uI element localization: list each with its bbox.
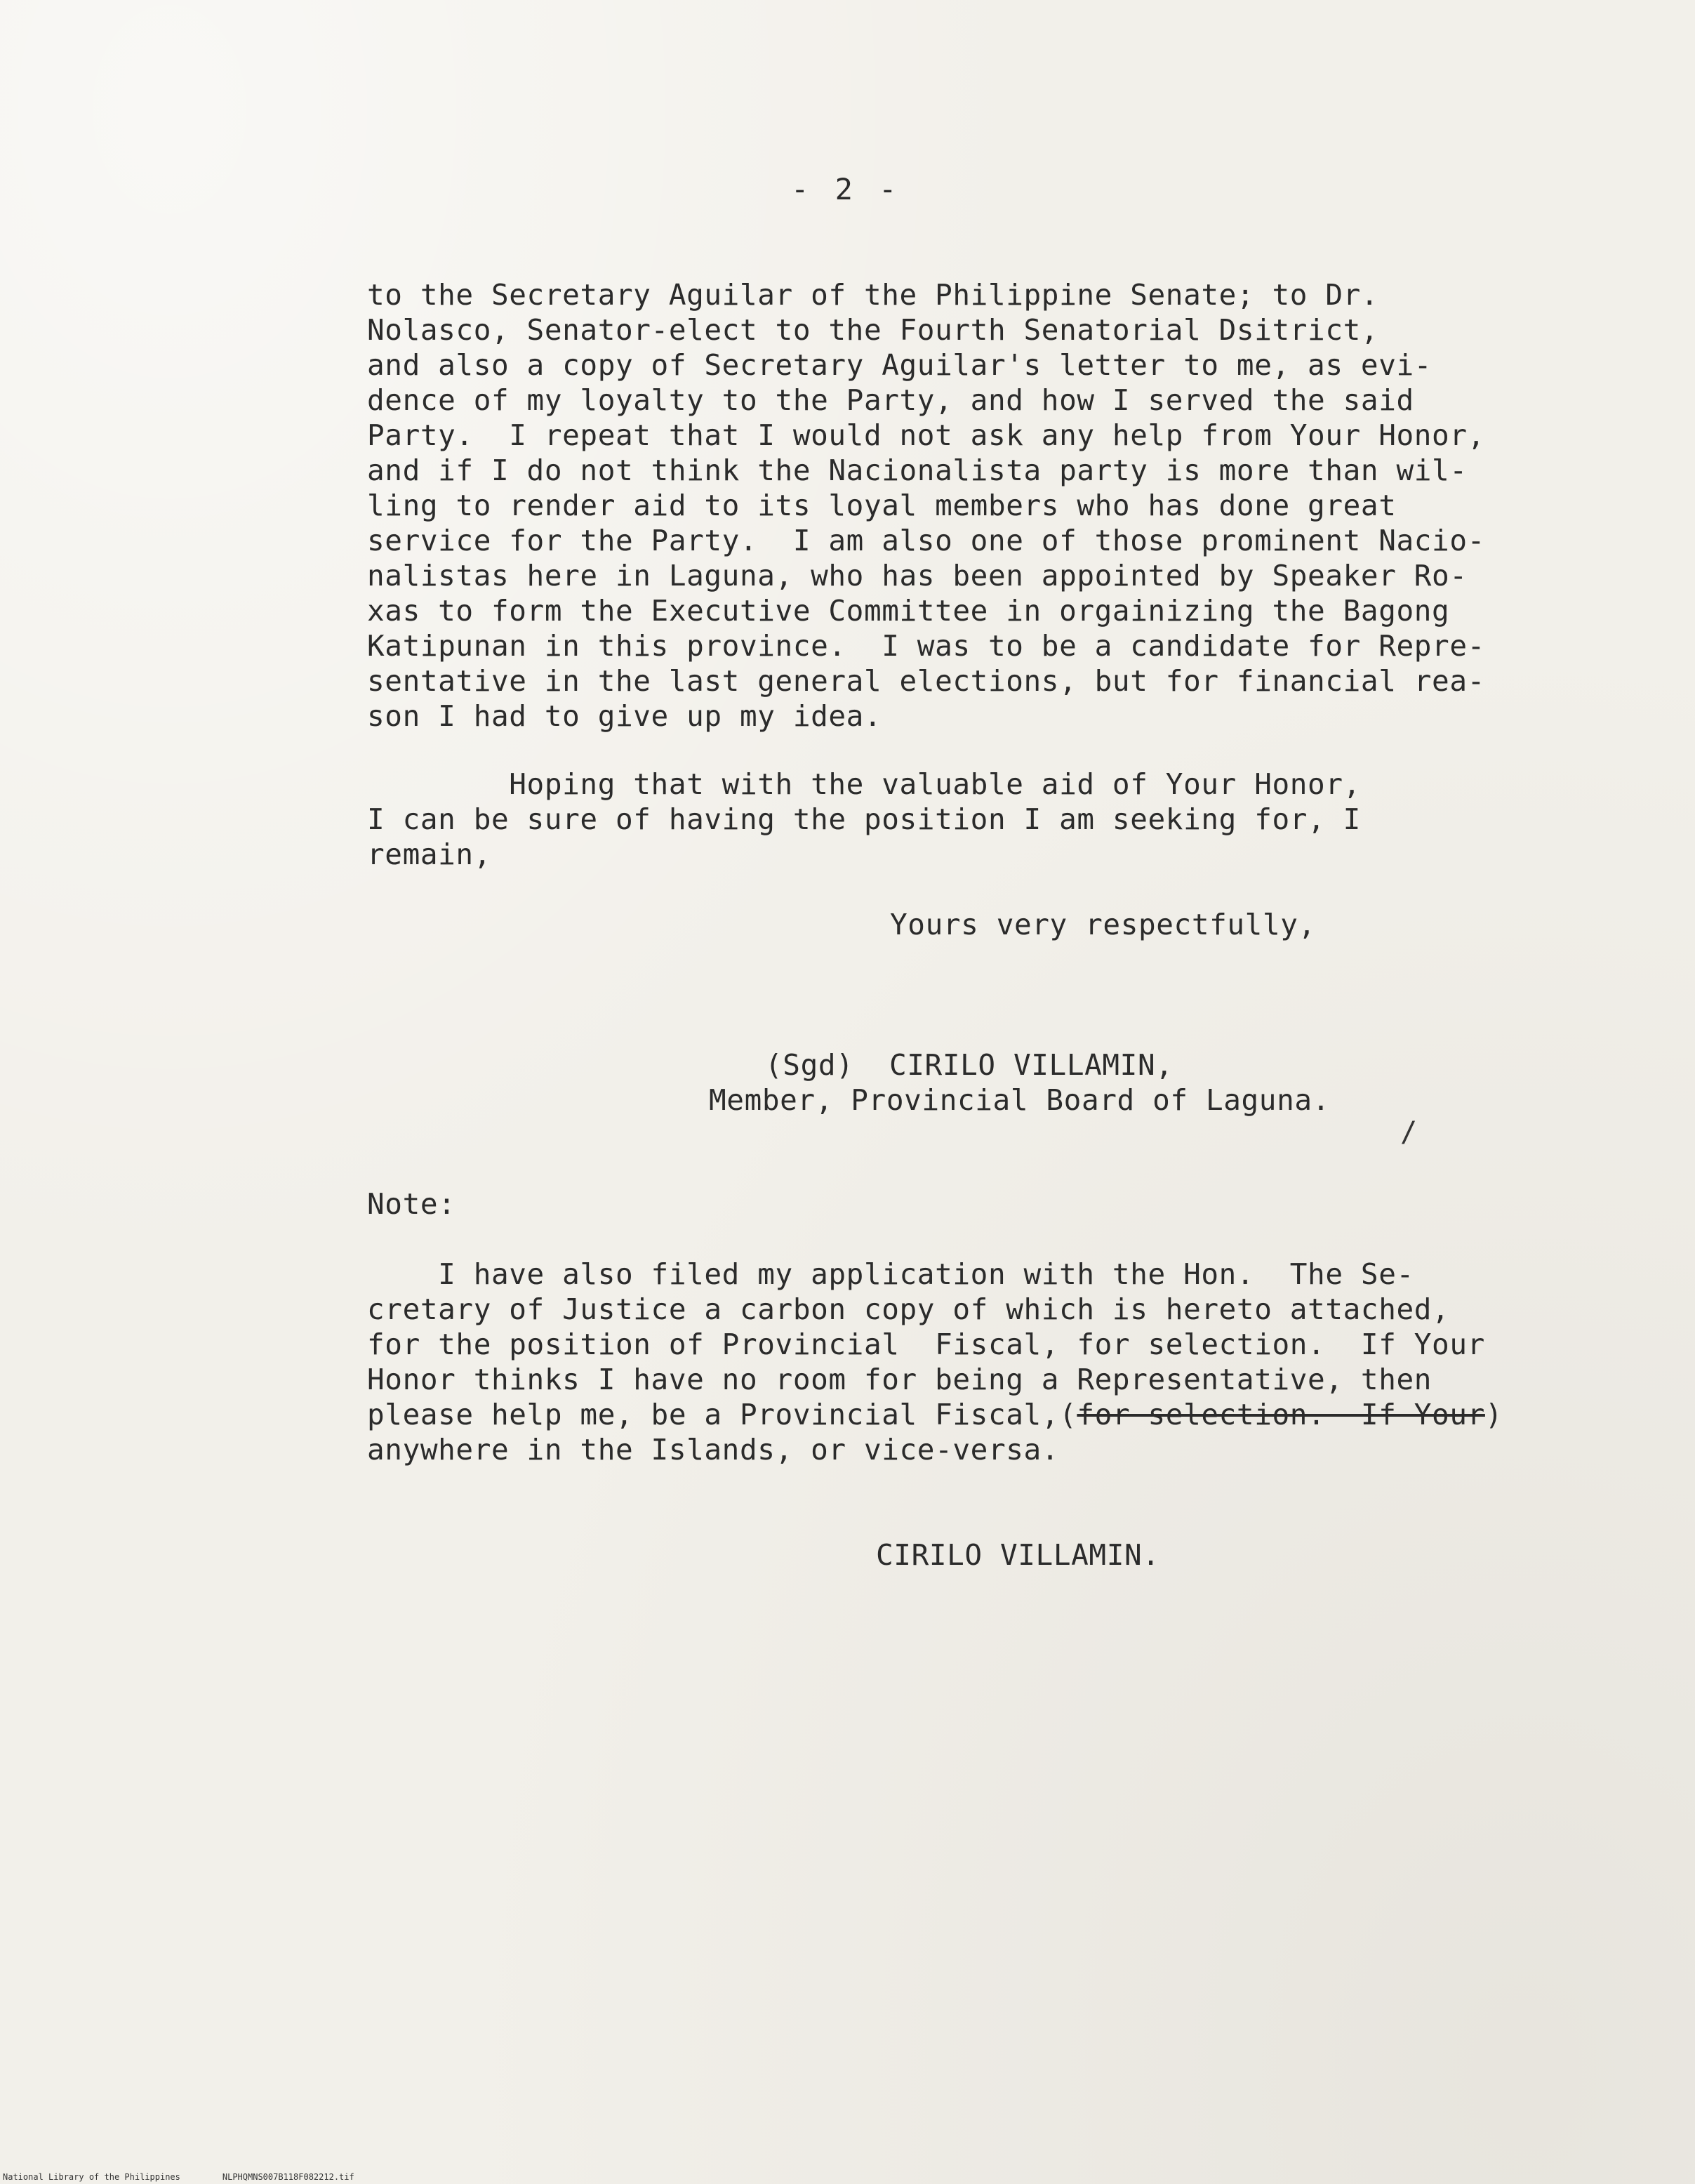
archive-footer <box>3 2172 397 2182</box>
note-line-1: I have also filed my application with the Hon. The Se- <box>367 1257 1414 1291</box>
paragraph-1-line-6: and if I do not think the Nacionalista party is more than wil- <box>367 454 1468 487</box>
signature-name: (Sgd) CIRILO VILLAMIN, <box>765 1048 1174 1082</box>
note-line-6: anywhere in the Islands, or vice-versa. <box>367 1433 1060 1467</box>
paragraph-2-line-1: Hoping that with the valuable aid of Your Honor, <box>367 767 1361 801</box>
note-line-3: for the position of Provincial Fiscal, for selection. If Your <box>367 1328 1485 1361</box>
signature-title: Member, Provincial Board of Laguna. <box>709 1083 1330 1117</box>
paragraph-1-line-4: dence of my loyalty to the Party, and how I served the said <box>367 383 1414 417</box>
struck-text: for selection. If Your <box>1077 1398 1485 1431</box>
note-label: Note: <box>367 1187 456 1221</box>
footer-file: NLPHQMNS007B118F082212.tif <box>222 2172 354 2182</box>
paragraph-1-line-10: xas to form the Executive Committee in orgainizing the Bagong <box>367 594 1450 628</box>
paragraph-1-line-11: Katipunan in this province. I was to be a candidate for Repre- <box>367 629 1485 663</box>
paragraph-1-line-12: sentative in the last general elections, but for financial rea- <box>367 664 1485 698</box>
paragraph-2-line-2: I can be sure of having the position I am seeking for, I <box>367 802 1361 836</box>
paragraph-1-line-8: service for the Party. I am also one of those prominent Nacio- <box>367 524 1485 557</box>
note-line-4: Honor thinks I have no room for being a Representative, then <box>367 1363 1433 1396</box>
paragraph-1-line-5: Party. I repeat that I would not ask any help from Your Honor, <box>367 418 1485 452</box>
paragraph-1-line-3: and also a copy of Secretary Aguilar's letter to me, as evi- <box>367 348 1433 382</box>
note-signature: CIRILO VILLAMIN. <box>876 1538 1160 1572</box>
note-line-5-suffix: ) <box>1484 1398 1503 1431</box>
note-line-2: cretary of Justice a carbon copy of which is hereto attached, <box>367 1292 1450 1326</box>
footer-library: National Library of the Philippines <box>3 2172 180 2182</box>
paragraph-1-line-13: son I had to give up my idea. <box>367 699 882 733</box>
note-line-5-prefix: please help me, be a Provincial Fiscal,( <box>367 1398 1077 1431</box>
paragraph-1-line-1: to the Secretary Aguilar of the Philippine Senate; to Dr. <box>367 278 1379 312</box>
page-number: - 2 - <box>791 172 901 206</box>
paragraph-1-line-7: ling to render aid to its loyal members who has done great <box>367 489 1397 522</box>
note-line-5 <box>367 1397 1503 1432</box>
paragraph-2-line-3: remain, <box>367 838 491 871</box>
paragraph-1-line-9: nalistas here in Laguna, who has been appointed by Speaker Ro- <box>367 559 1468 593</box>
pen-mark: / <box>1400 1116 1418 1149</box>
paragraph-1-line-2: Nolasco, Senator-elect to the Fourth Senatorial Dsitrict, <box>367 313 1379 347</box>
closing: Yours very respectfully, <box>890 908 1316 941</box>
